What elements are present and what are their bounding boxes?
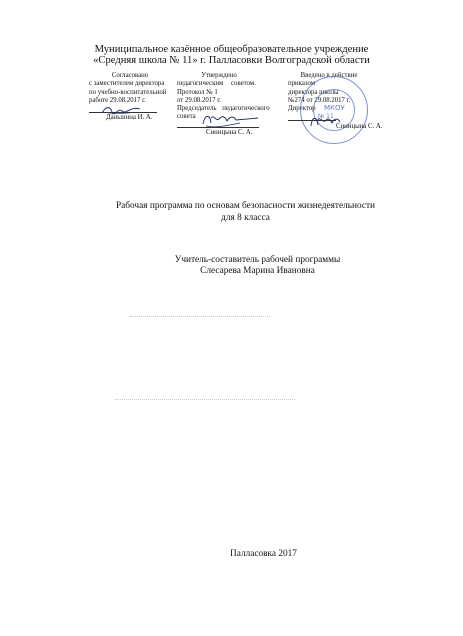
enacted-line: №274 от 29.08.2017 г. <box>288 96 351 104</box>
approved-signer: Синицына С. А. <box>206 129 253 136</box>
enacted-line: директора школы <box>288 88 339 96</box>
program-grade: для 8 класса <box>221 213 270 223</box>
enacted-title: Введено в действие <box>300 72 358 79</box>
agreed-line: с заместителем директора <box>89 80 165 88</box>
author-name: Слесарева Марина Ивановна <box>200 266 315 276</box>
approved-line: от 29.08.2017 г. <box>177 96 221 104</box>
school-name: Муниципальное казённое общеобразовательное учреждение <box>94 44 369 55</box>
signature-line <box>177 127 259 128</box>
agreed-line: работе 29.08.2017 г. <box>89 96 146 104</box>
enacted-line: Директор <box>288 105 316 113</box>
approved-line: Протокол № 1 <box>177 88 218 96</box>
enacted-signer: Синицына С. А. <box>336 123 383 130</box>
agreed-line: по учебно-воспитательной <box>89 88 167 96</box>
approved-line: совета <box>177 113 196 121</box>
approved-title: Утверждено <box>201 72 237 79</box>
place-year: Палласовка 2017 <box>230 549 297 559</box>
approved-line: педагогическим советом. <box>177 80 256 88</box>
signature-line <box>288 120 336 121</box>
program-title: Рабочая программа по основам безопасности жизнедеятельности <box>116 201 375 211</box>
school-full-name: «Средняя школа № 11» г. Палласовки Волгоградской области <box>93 55 370 66</box>
scan-artifact <box>115 399 295 400</box>
enacted-line: приказом <box>288 80 316 88</box>
agreed-signer: Даньшина И. А. <box>106 114 153 121</box>
agreed-title: Согласовано <box>111 72 149 79</box>
stamp-number-text: № 11 <box>318 113 334 120</box>
scan-artifact <box>130 316 270 317</box>
approval-agreed <box>89 72 171 105</box>
stamp-center-text: МКОУ <box>324 104 345 112</box>
approved-line: Председатель педагогического <box>177 105 270 113</box>
author-role: Учитель-составитель рабочей программы <box>174 255 341 265</box>
